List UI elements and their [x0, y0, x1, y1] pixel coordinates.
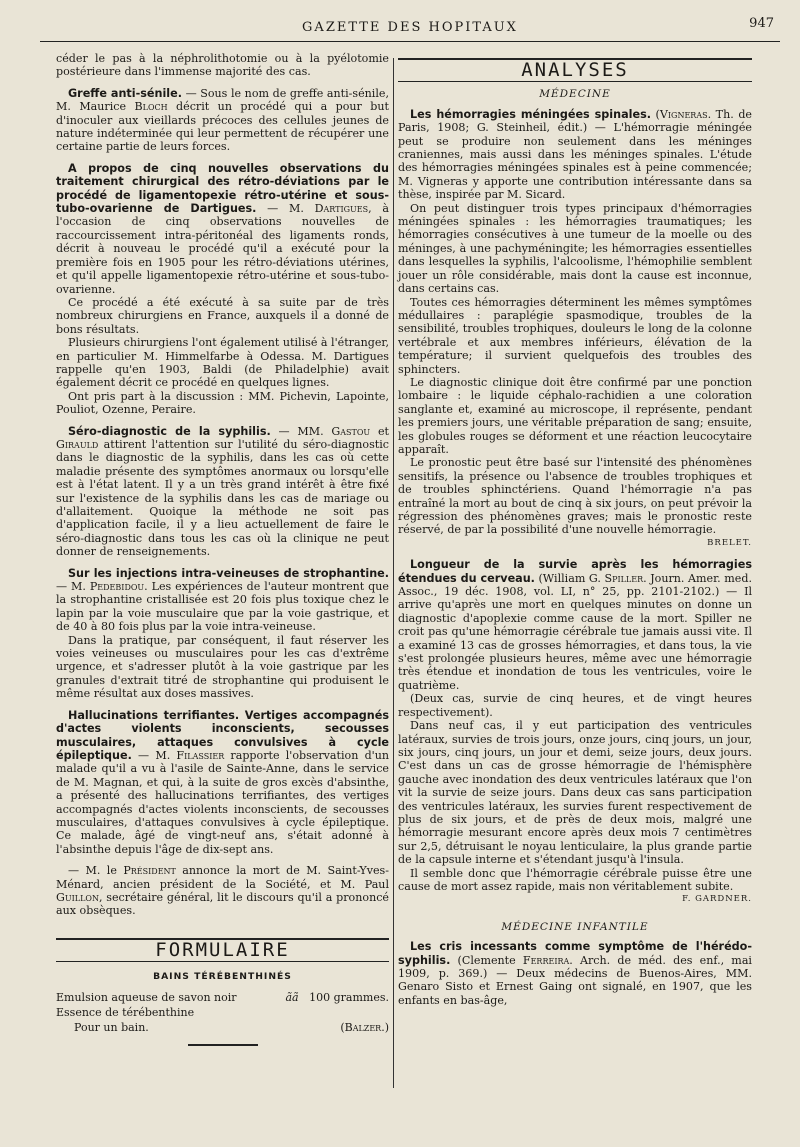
article-president: — M. le Président annonce la mort de M. Saint-Yves-Ménard, ancien président de la Société, et M. Paul Guillon, secrétaire général, lit le discours qu'il a prononcé aux obsèques.: [56, 864, 389, 918]
author-name: Gastou: [331, 424, 371, 438]
author-name: Vigneras: [659, 107, 708, 121]
role-name: Président: [123, 864, 176, 878]
header-rule: [40, 41, 780, 42]
paragraph: On peut distinguer trois types principaux d'hémorragies méningées spinales : les hémorragies traumatiques; les hémorragies consécutives à une tumeur de la moelle ou des méninges, à une pachyméningite; les hémorragies essentielles dans lesquelles la syphilis, l'alcoolisme, l'hémophilie semblent jouer un rôle considérable, mais dont la cause est inconnue, dans certains cas.: [398, 201, 752, 296]
author-name: Bloch: [134, 100, 168, 114]
formula-ingredient: Essence de térébenthine: [56, 1006, 195, 1019]
paragraph: (Deux cas, survie de cinq heures, et de vingt heures respectivement).: [398, 692, 752, 719]
page-number: 947: [749, 16, 774, 31]
right-column: [398, 52, 752, 1007]
article-survie: Longueur de la survie après les hémorragies étendues du cerveau. (William G. Spiller. Journ. Amer. med. Assoc., 19 déc. 1908, vol. LI, n° 25, pp. 2101-2102.) — Il arrive qu'après une mort en quelques minutes on donne un diagnostic d'apoplexie comme cause de la mort. Spiller ne croit pas qu'une hémorragie cérébrale tue jamais aussi vite. Il a examiné 13 cas de grosses hémorragies, et dans tous, la vie s'est prolongée plusieurs heures, même avec une hémorragie très étendue et inondation de tous les ventricules, voire le quatrième.: [398, 558, 753, 692]
paragraph: Dans neuf cas, il y eut participation des ventricules latéraux, survies de trois jours, onze jours, cinq jours, un jour, six jours, cinq jours, un jour et demi, seize jours, deux jours. C'est dans un cas de grosse hémorragie de l'hémisphère gauche avec inondation des deux ventricules latéraux que l'on vit la survie de seize jours. Dans deux cas sans participation des ventricules latéraux, les survies furent respectivement de plus de six jours, et de près de deux mois, malgré une hémorragie mesurant encore après deux mois 7 centimètres sur 2,5, détruisant le noyau lenticulaire, la plus grande partie de la capsule interne et s'étendant jusqu'à l'insula.: [398, 719, 752, 867]
paragraph: Dans la pratique, par conséquent, il faut réserver les voies veineuses ou musculaires pour les cas d'extrême urgence, et s'adresser plutôt à la voie gastrique par les granules d'extrait titré de strophantine qui produisent le même résultat aux doses massives.: [56, 633, 389, 701]
author-name: Spiller: [604, 571, 644, 585]
article-title: A propos de cinq nouvelles observations du traitement chirurgical des rétro-déviations par le procédé de ligamentopexie rétro-utérine et sous-tubo-ovarienne de Dartigues.: [56, 161, 389, 216]
paragraph: Plusieurs chirurgiens l'ont également utilisé à l'étranger, en particulier M. Himmelfarbe à Odessa. M. Dartigues rappelle qu'en 1903, Baldi (de Philadelphie) avait également décrit ce procédé en quelques lignes.: [56, 336, 390, 390]
article-syphilis: Séro-diagnostic de la syphilis. — MM. Gastou et Girauld attirent l'attention sur l'utilité du séro-diagnostic dans le diagnostic de la syphilis, dans les cas où cette maladie présente des symptômes anormaux ou lorsqu'elle est à l'état latent. Il y a un très grand intérêt à être fixé sur l'existence de la syphilis dans les cas de mariage ou d'allaitement. Quoique la méthode ne soit pas d'application facile, il y a lieu actuellement de faire le séro-diagnostic dans tous les cas où la clinique ne peut donner de renseignements.: [56, 424, 389, 559]
paragraph: Ont pris part à la discussion : MM. Pichevin, Lapointe, Pouliot, Ozenne, Peraire.: [56, 389, 389, 417]
paragraph-continuation: céder le pas à la néphrolithotomie ou à la pyélotomie postérieure dans l'immense majorité des cas.: [56, 52, 389, 79]
signature: BRELET.: [707, 537, 752, 548]
article-dartigues: A propos de cinq nouvelles observations du traitement chirurgical des rétro-déviations par le procédé de ligamentopexie rétro-utérine et sous-tubo-ovarienne de Dartigues. — M. Dartigues, à l'occasion de cinq observations nouvelles de raccourcissement intra-péritonéal des ligaments ronds, décrit à nouveau le procédé qu'il a exécuté pour la première fois en 1905 pour les rétro-déviations utérines, et qu'il appelle ligamentopexie rétro-utérine et sous-tubo-ovarienne.: [56, 161, 389, 296]
article-title: Séro-diagnostic de la syphilis.: [68, 424, 271, 438]
section-title-analyses: ANALYSES: [398, 58, 752, 82]
rubric-medecine-infantile: MÉDECINE INFANTILE: [501, 920, 649, 933]
formula-ingredient: Pour un bain.: [74, 1021, 149, 1035]
article-title: Les hémorragies méningées spinales.: [410, 107, 651, 121]
closing-ornament: [188, 1044, 258, 1046]
article-hallucinations: Hallucinations terrifiantes. Vertiges accompagnés d'actes violents inconscients, secousses musculaires, attaques convulsives à cycle épileptique. — M. Filassier rapporte l'observation d'un malade qu'il a vu à l'asile de Sainte-Anne, dans le service de M. Magnan, et qui, à la suite de gros excès d'absinthe, a présenté des hallucinations terrifiantes, des vertiges accompagnés d'actes violents inconscients, de secousses musculaires, d'attaques convulsives à cycle épileptique. Ce malade, âgé de vingt-neuf ans, s'était adonné à l'absinthe depuis l'âge de dix-sept ans.: [56, 708, 390, 856]
article-title: Les cris incessants comme symptôme de l'hérédo-syphilis.: [398, 940, 752, 967]
author-name: Ferreira: [522, 953, 570, 967]
section-title-formulaire: FORMULAIRE: [56, 938, 389, 962]
author-name: Guillon: [56, 890, 99, 904]
author-name: Girauld: [56, 437, 99, 451]
rubric-medecine: MÉDECINE: [539, 88, 611, 101]
author-name: Dartigues: [314, 202, 369, 216]
formula-dose: 100 grammes.: [309, 990, 389, 1004]
signature: F. GARDNER.: [682, 894, 752, 905]
article-title: Hallucinations terrifiantes. Vertiges accompagnés d'actes violents inconscients, secousses musculaires, attaques convulsives à cycle épileptique.: [56, 708, 389, 762]
article-title: Sur les injections intra-veineuses de strophantine.: [68, 566, 389, 580]
article-title: Longueur de la survie après les hémorragies étendues du cerveau.: [398, 558, 752, 585]
paragraph: Il semble donc que l'hémorragie cérébrale puisse être une cause de mort assez rapide, mais non véritablement subite.: [398, 866, 752, 893]
formula-row: [56, 1005, 389, 1020]
paragraph: Toutes ces hémorragies déterminent les mêmes symptômes médullaires : paraplégie spasmodique, troubles de la sensibilité, troubles trophiques, douleurs le long de la colonne vertébrale et aux membres inférieurs, élévation de la température; il survient quelquefois des troubles des sphincters.: [398, 295, 752, 376]
article-title: Greffe anti-sénile.: [68, 86, 182, 100]
formula-row: [56, 1020, 389, 1035]
paragraph: Le diagnostic clinique doit être confirmé par une ponction lombaire : le liquide céphalo-rachidien a une coloration sanglante et, examiné au microscope, il représente, pendant les premiers jours, une véritable préparation de sang; ensuite, les globules rouges se déforment et une réaction leucocytaire apparaît.: [398, 375, 752, 456]
formula-table: [56, 990, 389, 1036]
author-name: Pedebidou: [89, 580, 145, 594]
formula-aa: ãã: [285, 990, 299, 1004]
article-hemorragies: Les hémorragies méningées spinales. (Vigneras. Th. de Paris, 1908; G. Steinheil, édit.) — L'hémorragie méningée peut se produire non seulement dans les méninges craniennes, mais aussi dans les méninges spinales. L'étude des hémorragies méningées spinales est à peine commencée; M. Vigneras y apporte une contribution intéressante dans sa thèse, inspirée par M. Sicard.: [398, 107, 752, 202]
column-divider: [393, 58, 394, 1088]
left-column: [56, 52, 389, 1046]
formula-row: [56, 990, 389, 1005]
paragraph: Ce procédé a été exécuté à sa suite par de très nombreux chirurgiens en France, auxquels il a donné de bons résultats.: [56, 295, 389, 336]
page-header: [40, 12, 780, 42]
formula-dose: [307, 1005, 389, 1020]
journal-title: GAZETTE DES HOPITAUX: [302, 20, 518, 35]
formula-ingredient: Emulsion aqueuse de savon noir: [56, 990, 237, 1004]
article-cris: Les cris incessants comme symptôme de l'hérédo-syphilis. (Clemente Ferreira. Arch. de méd. des enf., mai 1909, p. 369.) — Deux médecins de Buenos-Aires, MM. Genaro Sisto et Ernest Gaing ont signalé, en 1907, que les enfants en bas-âge,: [398, 940, 752, 1007]
author-name: Filassier: [176, 748, 225, 762]
formula-heading: BAINS TÉRÉBENTHINÉS: [153, 971, 292, 983]
paragraph: Le pronostic peut être basé sur l'intensité des phénomènes sensitifs, la présence ou l'absence de troubles trophiques et de troubles sphinctériens. Quand l'hémorragie n'a pas entraîné la mort au bout de cinq à six jours, on peut prévoir la régression des phénomènes graves; mais le pronostic reste réservé, de par la possibilité d'une nouvelle hémorragie.: [398, 456, 752, 537]
article-greffe: Greffe anti-sénile. — Sous le nom de greffe anti-sénile, M. Maurice Bloch décrit un procédé qui a pour but d'inoculer aux vieillards précoces des cellules jeunes de nature indéterminée qui leur permettent de récupérer une certaine partie de leurs forces.: [56, 86, 389, 154]
article-strophantine: Sur les injections intra-veineuses de strophantine. — M. Pedebidou. Les expériences de l'auteur montrent que la strophantine cristallisée est 20 fois plus toxique chez le lapin par la voie musculaire que par la voie gastrique, et de 40 à 80 fois plus par la voie intra-veineuse.: [56, 566, 389, 634]
formula-author: (Balzer.): [340, 1021, 389, 1035]
